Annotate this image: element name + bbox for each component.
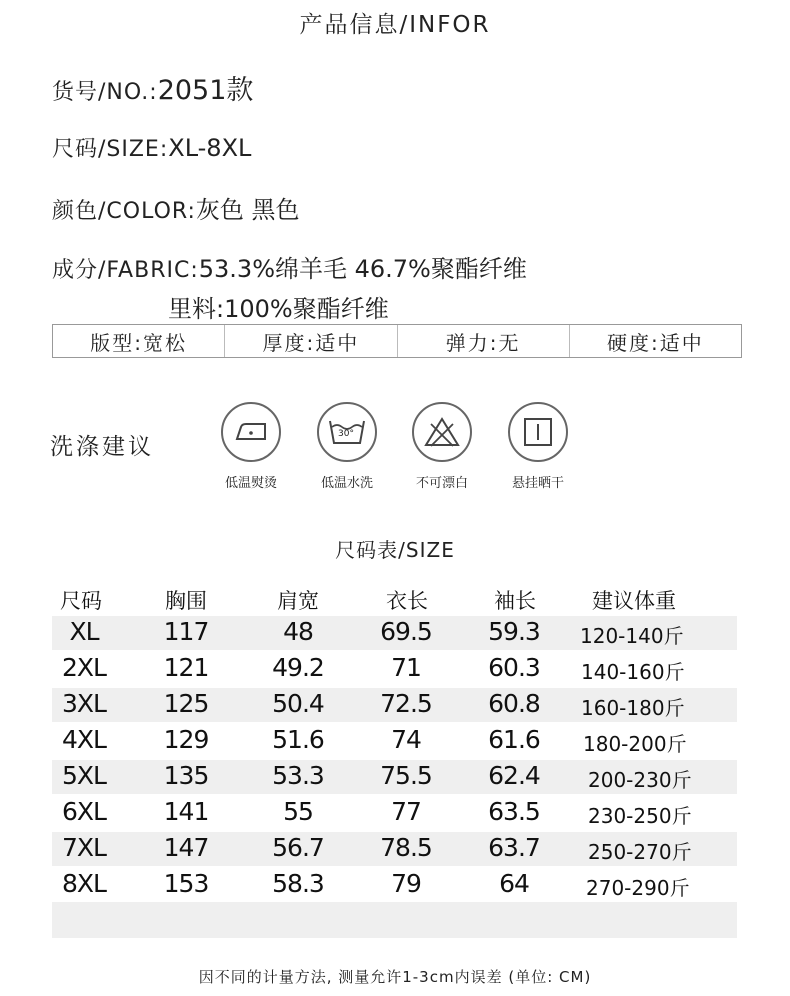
cell-shoulder: 51.6	[272, 725, 324, 754]
iron-icon	[221, 402, 281, 462]
cell-weight: 200-230斤	[588, 768, 692, 792]
item-number-value: 2051款	[157, 75, 254, 106]
cell-weight: 160-180斤	[581, 696, 685, 720]
cell-size: 7XL	[62, 833, 106, 862]
wash-caption-bleach: 不可漂白	[415, 476, 468, 491]
header-chest: 胸围	[165, 589, 207, 613]
cell-length: 72.5	[380, 689, 432, 718]
cell-sleeve: 59.3	[488, 617, 540, 646]
header-size: 尺码	[60, 589, 102, 613]
cell-size: 4XL	[62, 725, 106, 754]
cell-shoulder: 53.3	[272, 761, 324, 790]
cell-sleeve: 60.3	[488, 653, 540, 682]
cell-size: 3XL	[62, 689, 106, 718]
cell-chest: 121	[163, 653, 209, 682]
item-number-row	[52, 68, 253, 107]
wash-caption-iron: 低温熨烫	[224, 476, 277, 491]
header-sleeve: 袖长	[494, 589, 536, 613]
hang-dry-icon	[508, 402, 568, 462]
color-value: 灰色 黑色	[195, 196, 300, 224]
cell-shoulder: 55	[283, 797, 313, 826]
cell-size: 2XL	[62, 653, 106, 682]
wash-item-dry	[490, 402, 586, 491]
cell-shoulder: 48	[283, 617, 313, 646]
header-weight: 建议体重	[592, 589, 676, 613]
wash-caption-dry: 悬挂晒干	[511, 476, 564, 491]
cell-sleeve: 63.7	[488, 833, 540, 862]
page-title: 产品信息/INFOR	[299, 12, 491, 38]
property-hardness: 硬度:适中	[569, 325, 741, 357]
wash-advice-label: 洗涤建议	[50, 434, 154, 460]
cell-sleeve: 61.6	[488, 725, 540, 754]
size-range-label: 尺码/SIZE:	[52, 137, 169, 162]
measurement-note: 因不同的计量方法, 测量允许1-3cm内误差 (单位: CM)	[198, 968, 592, 986]
cell-chest: 129	[163, 725, 209, 754]
cell-chest: 135	[163, 761, 209, 790]
cell-length: 79	[391, 869, 421, 898]
item-number-label: 货号/NO.:	[52, 80, 158, 105]
cell-weight: 120-140斤	[580, 624, 684, 648]
wash-item-iron	[203, 402, 299, 491]
cell-sleeve: 60.8	[488, 689, 540, 718]
cell-length: 71	[391, 653, 421, 682]
wash-item-tub	[299, 402, 395, 491]
cell-shoulder: 50.4	[272, 689, 324, 718]
cell-length: 75.5	[380, 761, 432, 790]
header-length: 衣长	[386, 589, 428, 613]
cell-size: XL	[69, 617, 99, 646]
cell-length: 69.5	[380, 617, 432, 646]
property-fit: 版型:宽松	[90, 330, 187, 355]
fabric-row	[52, 249, 527, 284]
cell-shoulder: 58.3	[272, 869, 324, 898]
no-bleach-icon	[412, 402, 472, 462]
cell-chest: 117	[163, 617, 209, 646]
cell-chest: 125	[163, 689, 209, 718]
cell-chest: 147	[163, 833, 209, 862]
cell-shoulder: 56.7	[272, 833, 324, 862]
fabric-label: 成分/FABRIC:	[52, 258, 199, 283]
lining-value: 里料:100%聚酯纤维	[168, 295, 389, 323]
cell-size: 5XL	[62, 761, 106, 790]
cell-size: 8XL	[62, 869, 106, 898]
cell-sleeve: 64	[499, 869, 529, 898]
cell-length: 78.5	[380, 833, 432, 862]
cell-weight: 270-290斤	[586, 876, 690, 900]
cell-weight: 230-250斤	[588, 804, 692, 828]
cell-weight: 140-160斤	[581, 660, 685, 684]
color-row	[52, 190, 300, 225]
cell-sleeve: 63.5	[488, 797, 540, 826]
fabric-value: 53.3%绵羊毛 46.7%聚酯纤维	[198, 255, 527, 283]
cell-sleeve: 62.4	[488, 761, 540, 790]
cell-length: 77	[391, 797, 421, 826]
cell-shoulder: 49.2	[272, 653, 324, 682]
lining-row	[168, 289, 389, 324]
cell-size: 6XL	[62, 797, 106, 826]
property-elasticity: 弹力:无	[397, 325, 569, 357]
cell-chest: 141	[163, 797, 209, 826]
wash-temp-label: 30°	[338, 429, 354, 439]
wash-caption-tub: 低温水洗	[320, 476, 373, 491]
properties-table	[52, 324, 742, 358]
cell-chest: 153	[163, 869, 209, 898]
cell-weight: 250-270斤	[588, 840, 692, 864]
size-range-row	[52, 132, 251, 163]
cell-weight: 180-200斤	[583, 732, 687, 756]
color-label: 颜色/COLOR:	[52, 199, 196, 224]
cell-length: 74	[391, 725, 421, 754]
size-range-value: XL-8XL	[168, 134, 252, 162]
wash-item-bleach	[394, 402, 490, 491]
size-table-title: 尺码表/SIZE	[335, 538, 455, 562]
header-shoulder: 肩宽	[277, 589, 319, 613]
property-thickness: 厚度:适中	[224, 325, 396, 357]
row-stripe	[52, 902, 737, 938]
